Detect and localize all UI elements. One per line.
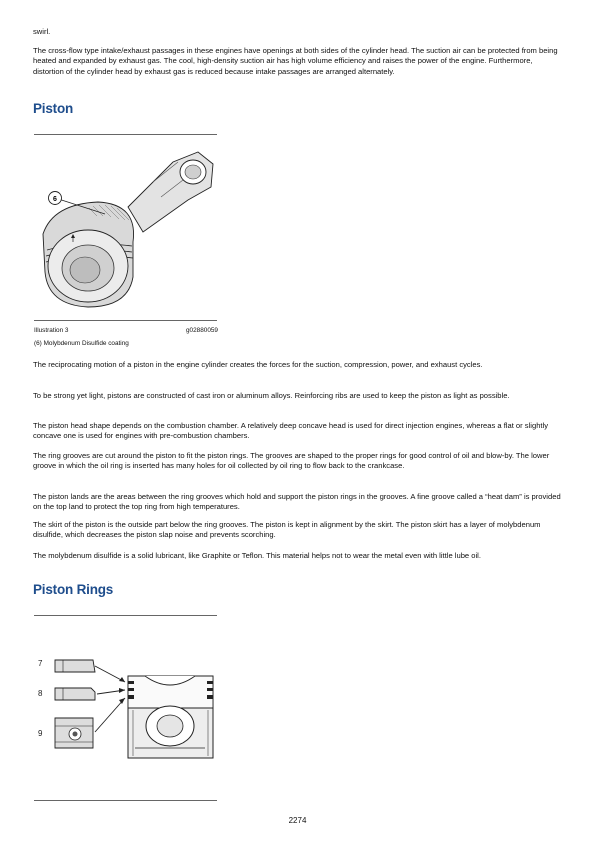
callout-label: 7: [38, 659, 43, 668]
caption-id: g02880059: [186, 327, 218, 334]
figure-top-rule: [34, 134, 217, 135]
figure-top-rule: [34, 615, 217, 616]
piston-paragraph: The skirt of the piston is the outside part below the ring grooves. The piston is kept in alignment by the skirt. The piston skirt has a layer of molybdenum disulfide, which decreases the piston slap noise and prevents scorching.: [33, 520, 541, 540]
page-number: 2274: [288, 816, 307, 825]
figure-legend: (6) Molybdenum Disulfide coating: [34, 340, 129, 347]
callout-label: 9: [38, 729, 43, 738]
piston-paragraph: The piston lands are the areas between the ring grooves which hold and support the piston rings in the grooves. A fine groove called a “heat dam” is provided on the top land to protect the top ring from high temperatures.: [33, 492, 561, 512]
intro-paragraph: The cross-flow type intake/exhaust passages in these engines have openings at both sides of the cylinder head. The suction air can be protected from being heated and expanded by exhaust gas. The cool, high-density suction air has high volume efficiency and raises the power of the engine. Furthermore, distortion of the cylinder head by exhaust gas is reduced because intake passages are arranged alternately.: [33, 46, 558, 76]
piston-rings-illustration: [33, 648, 218, 763]
piston-paragraph: The piston head shape depends on the combustion chamber. A relatively deep concave head is used for direct injection engines, whereas a flat or slightly concave one is used for engines with pre-combustion chambers.: [33, 421, 549, 441]
figure-caption: [34, 326, 218, 335]
piston-paragraph: To be strong yet light, pistons are constructed of cast iron or aluminum alloys. Reinforcing ribs are used to keep the piston as light as possible.: [33, 391, 510, 400]
piston-paragraph: The molybdenum disulfide is a solid lubricant, like Graphite or Teflon. This material helps not to wear the metal even with little lube oil.: [33, 551, 481, 560]
piston-paragraph: The ring grooves are cut around the piston to fit the piston rings. The grooves are shaped to the proper rings for good control of oil and blow-by. The lower groove in which the oil ring is inserted has many holes for oil collected by oil ring to flow back to the crankcase.: [33, 451, 550, 471]
figure-bottom-rule: [34, 320, 217, 321]
continuation-text: swirl.: [33, 27, 51, 36]
section-heading-piston: Piston: [33, 101, 74, 116]
figure-bottom-rule: [34, 800, 217, 801]
callout-label: 6: [53, 196, 57, 203]
piston-illustration: [33, 142, 218, 317]
piston-paragraph: The reciprocating motion of a piston in the engine cylinder creates the forces for the suction, compression, power, and exhaust cycles.: [33, 360, 483, 369]
callout-label: 8: [38, 689, 43, 698]
section-heading-piston-rings: Piston Rings: [33, 582, 114, 597]
caption-label: Illustration 3: [34, 327, 69, 334]
